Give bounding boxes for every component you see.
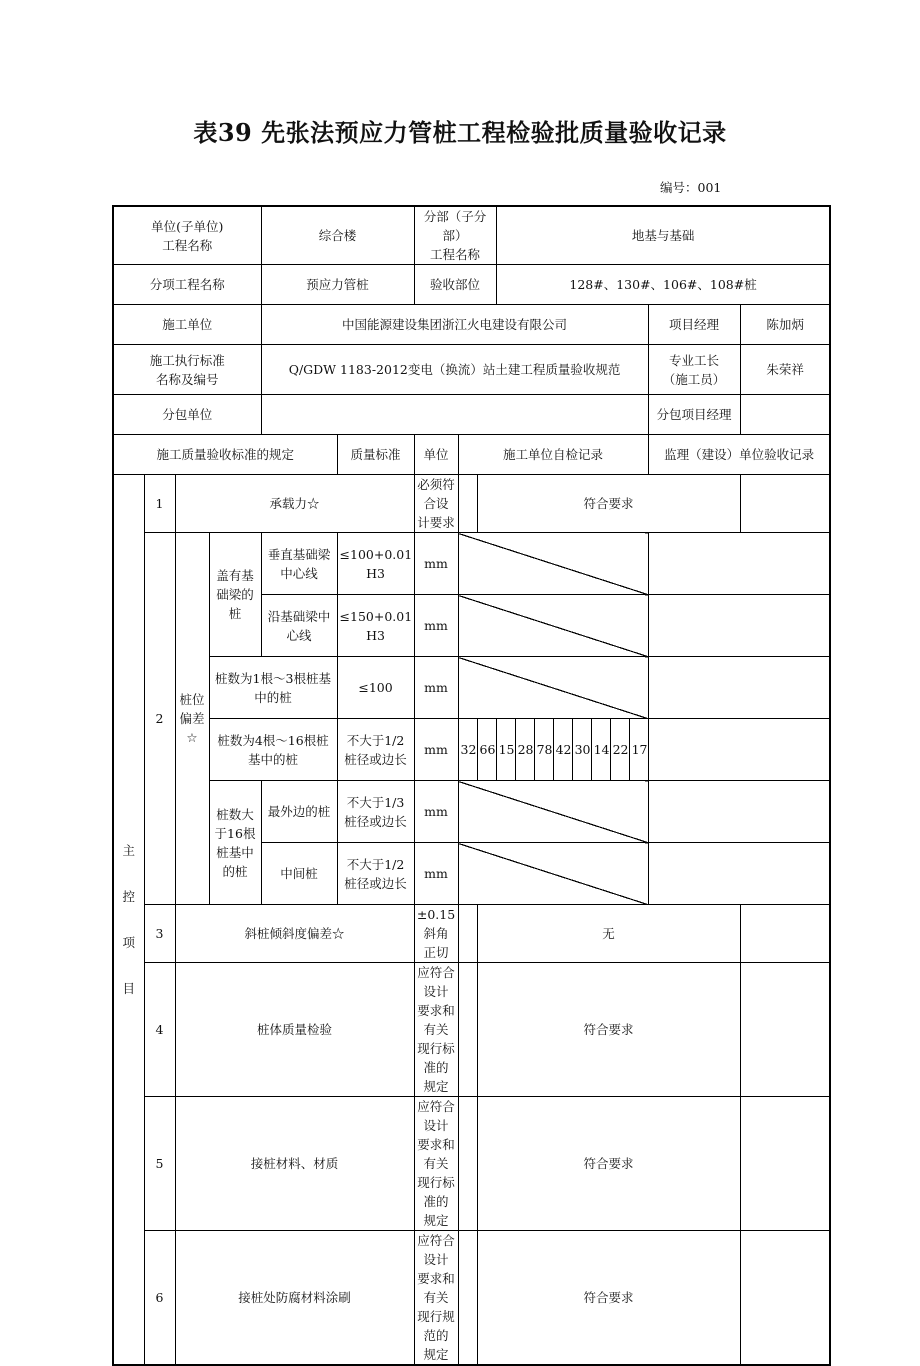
item-2-r2-standard: ≤150+0.01 H3 bbox=[337, 595, 414, 657]
item-2-capped-label: 盖有基 础梁的 桩 bbox=[209, 533, 261, 657]
item-6-name: 接桩处防腐材料涂刷 bbox=[175, 1231, 414, 1366]
measure-value: 14 bbox=[591, 719, 610, 781]
item-6-no: 6 bbox=[144, 1231, 175, 1366]
item-5-name: 接桩材料、材质 bbox=[175, 1097, 414, 1231]
measure-value: 28 bbox=[515, 719, 534, 781]
item-6-result: 符合要求 bbox=[477, 1231, 740, 1366]
division-value: 地基与基础 bbox=[496, 206, 830, 265]
project-manager-label: 项目经理 bbox=[648, 305, 740, 345]
division-label: 分部（子分部） 工程名称 bbox=[414, 206, 496, 265]
item-2-r4-unit: mm bbox=[414, 719, 458, 781]
item-2-r1-name: 垂直基础梁 中心线 bbox=[261, 533, 337, 595]
item-1-result: 符合要求 bbox=[477, 475, 740, 533]
subcontractor-value bbox=[261, 395, 648, 435]
measure-value: 15 bbox=[496, 719, 515, 781]
main-control-label: 主 控 项 目 bbox=[113, 475, 144, 1366]
item-2-r1-record bbox=[458, 533, 648, 595]
standard-label: 施工执行标准 名称及编号 bbox=[113, 345, 261, 395]
item-2-r1-supervisor bbox=[648, 533, 830, 595]
item-3-no: 3 bbox=[144, 905, 175, 963]
item-6-standard: 应符合设计 要求和有关 现行规范的 规定 bbox=[414, 1231, 458, 1366]
item-4-result: 符合要求 bbox=[477, 963, 740, 1097]
item-1-standard: 必须符合设 计要求 bbox=[414, 475, 458, 533]
item-2-r6-standard: 不大于1/2 桩径或边长 bbox=[337, 843, 414, 905]
item-2-r4-standard: 不大于1/2 桩径或边长 bbox=[337, 719, 414, 781]
standard-value: Q/GDW 1183-2012变电（换流）站土建工程质量验收规范 bbox=[261, 345, 648, 395]
measure-value: 17 bbox=[629, 719, 648, 781]
item-3-supervisor bbox=[740, 905, 830, 963]
foreman-value: 朱荣祥 bbox=[740, 345, 830, 395]
subitem-label: 分项工程名称 bbox=[113, 265, 261, 305]
item-3-result: 无 bbox=[477, 905, 740, 963]
item-2-r1-standard: ≤100+0.01 H3 bbox=[337, 533, 414, 595]
item-2-r6-name: 中间桩 bbox=[261, 843, 337, 905]
unit-name-label: 单位(子单位) 工程名称 bbox=[113, 206, 261, 265]
document-number: 编号：001 bbox=[660, 180, 722, 195]
measure-value: 32 bbox=[458, 719, 477, 781]
item-2-r3-record bbox=[458, 657, 648, 719]
item-2-r2-unit: mm bbox=[414, 595, 458, 657]
measure-value: 30 bbox=[572, 719, 591, 781]
item-2-r4-supervisor bbox=[648, 719, 830, 781]
item-2-r5-name: 最外边的桩 bbox=[261, 781, 337, 843]
item-2-r2-supervisor bbox=[648, 595, 830, 657]
item-2-r6-record bbox=[458, 843, 648, 905]
item-5-supervisor bbox=[740, 1097, 830, 1231]
item-2-r3-unit: mm bbox=[414, 657, 458, 719]
col-unit-header: 单位 bbox=[414, 435, 458, 475]
item-2-r1-unit: mm bbox=[414, 533, 458, 595]
item-1-no: 1 bbox=[144, 475, 175, 533]
page-title: 表39 先张法预应力管桩工程检验批质量验收记录 bbox=[193, 118, 727, 147]
item-2-over16-label: 桩数大 于16根 桩基中 的桩 bbox=[209, 781, 261, 905]
item-6-supervisor bbox=[740, 1231, 830, 1366]
item-2-r2-record bbox=[458, 595, 648, 657]
item-2-r5-unit: mm bbox=[414, 781, 458, 843]
item-2-r5-supervisor bbox=[648, 781, 830, 843]
project-manager-value: 陈加炳 bbox=[740, 305, 830, 345]
item-4-name: 桩体质量检验 bbox=[175, 963, 414, 1097]
measure-value: 78 bbox=[534, 719, 553, 781]
sub-pm-value bbox=[740, 395, 830, 435]
accept-part-value: 128#、130#、106#、108#桩 bbox=[496, 265, 830, 305]
col-standard-header: 质量标准 bbox=[337, 435, 414, 475]
item-4-no: 4 bbox=[144, 963, 175, 1097]
contractor-label: 施工单位 bbox=[113, 305, 261, 345]
item-2-r3-name: 桩数为1根～3根桩基 中的桩 bbox=[209, 657, 337, 719]
item-3-standard: ±0.15斜角 正切 bbox=[414, 905, 458, 963]
contractor-value: 中国能源建设集团浙江火电建设有限公司 bbox=[261, 305, 648, 345]
measure-value: 42 bbox=[553, 719, 572, 781]
subcontractor-label: 分包单位 bbox=[113, 395, 261, 435]
subitem-value: 预应力管桩 bbox=[261, 265, 414, 305]
item-2-r3-standard: ≤100 bbox=[337, 657, 414, 719]
item-2-group: 桩位 偏差 ☆ bbox=[175, 533, 209, 905]
item-5-standard: 应符合设计 要求和有关 现行标准的 规定 bbox=[414, 1097, 458, 1231]
item-2-no: 2 bbox=[144, 533, 175, 905]
item-5-no: 5 bbox=[144, 1097, 175, 1231]
foreman-label: 专业工长 （施工员） bbox=[648, 345, 740, 395]
item-2-r2-name: 沿基础梁中 心线 bbox=[261, 595, 337, 657]
item-4-standard: 应符合设计 要求和有关 现行标准的 规定 bbox=[414, 963, 458, 1097]
item-2-r6-unit: mm bbox=[414, 843, 458, 905]
item-1-name: 承载力☆ bbox=[175, 475, 414, 533]
item-2-r4-name: 桩数为4根～16根桩 基中的桩 bbox=[209, 719, 337, 781]
item-2-r3-supervisor bbox=[648, 657, 830, 719]
col-selfcheck-header: 施工单位自检记录 bbox=[458, 435, 648, 475]
measure-value: 66 bbox=[477, 719, 496, 781]
item-5-result: 符合要求 bbox=[477, 1097, 740, 1231]
col-spec-header: 施工质量验收标准的规定 bbox=[113, 435, 337, 475]
unit-name-value: 综合楼 bbox=[261, 206, 414, 265]
item-1-supervisor bbox=[740, 475, 830, 533]
item-2-r6-supervisor bbox=[648, 843, 830, 905]
acceptance-table bbox=[112, 205, 831, 1366]
item-2-r5-standard: 不大于1/3 桩径或边长 bbox=[337, 781, 414, 843]
col-supervisor-header: 监理（建设）单位验收记录 bbox=[648, 435, 830, 475]
accept-part-label: 验收部位 bbox=[414, 265, 496, 305]
item-3-name: 斜桩倾斜度偏差☆ bbox=[175, 905, 414, 963]
sub-pm-label: 分包项目经理 bbox=[648, 395, 740, 435]
item-4-supervisor bbox=[740, 963, 830, 1097]
measure-value: 22 bbox=[610, 719, 629, 781]
item-2-r5-record bbox=[458, 781, 648, 843]
